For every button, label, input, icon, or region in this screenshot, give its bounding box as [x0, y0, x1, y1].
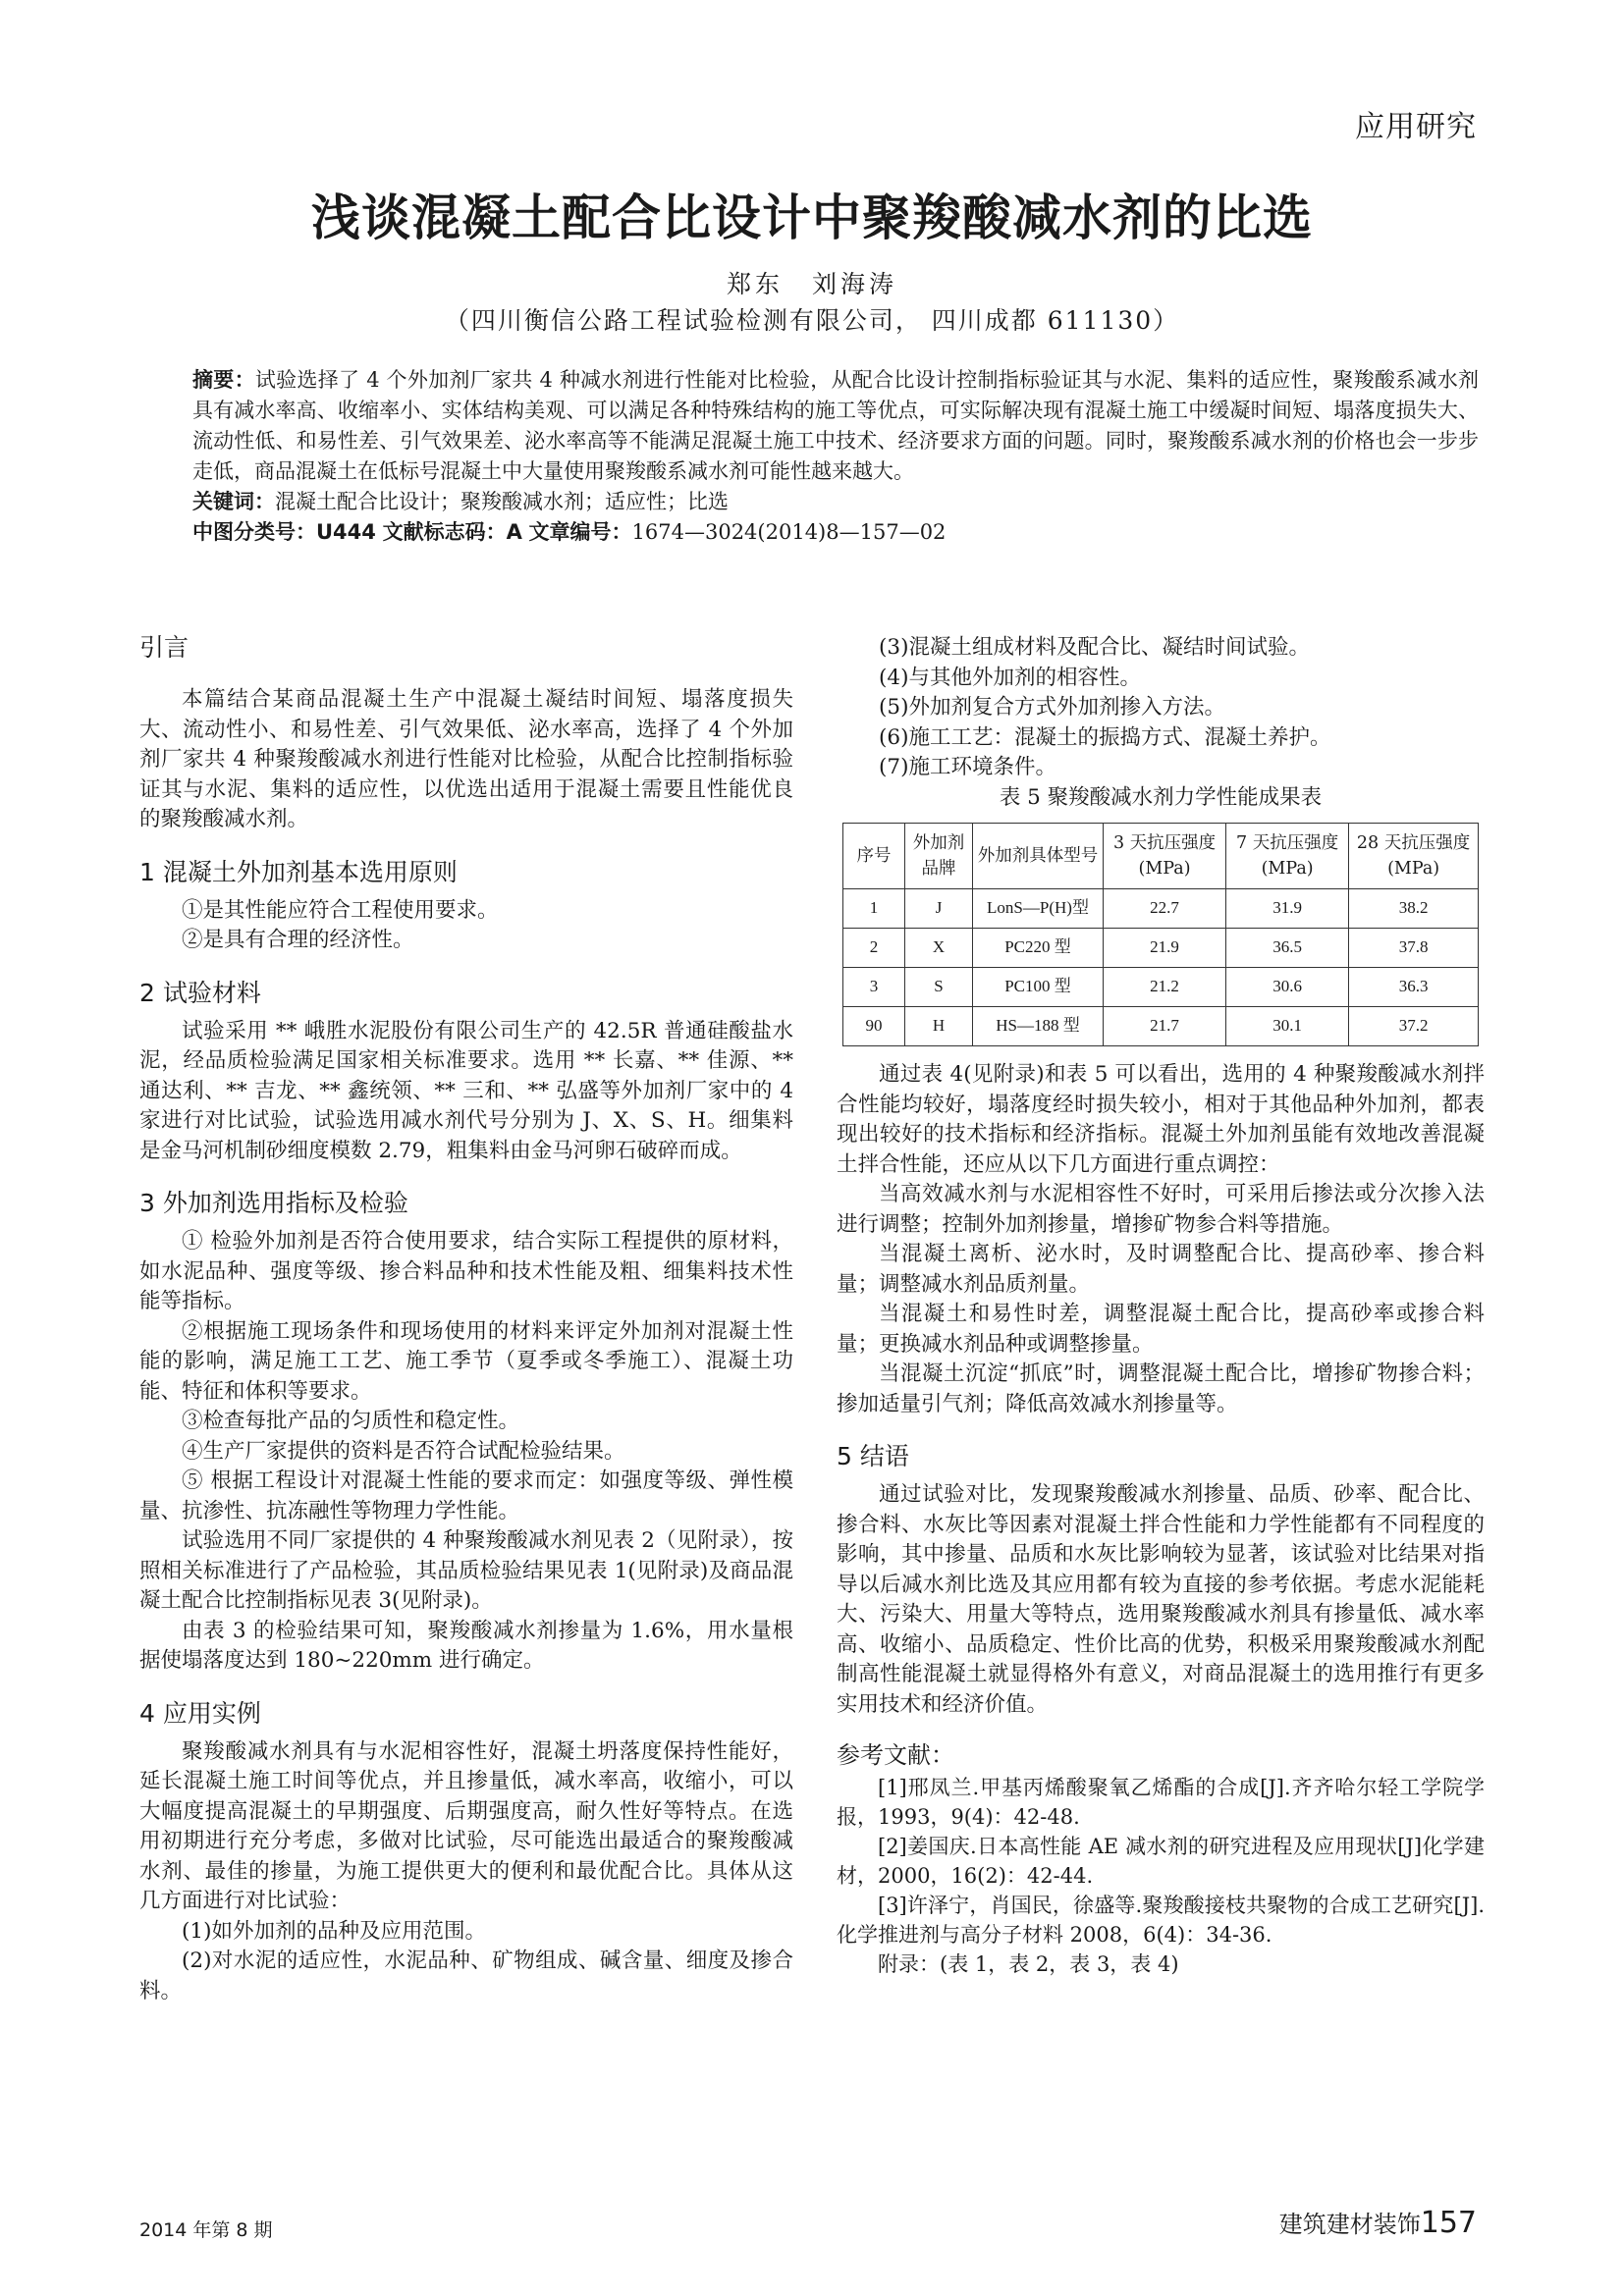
journal-name: 建筑建材装饰 [1278, 2211, 1421, 2238]
table-cell: 30.6 [1226, 968, 1349, 1007]
table-header-cell: 3 天抗压强度(MPa) [1104, 824, 1226, 889]
section-4-heading: 4 应用实例 [139, 1698, 261, 1728]
affiliation: （四川衡信公路工程试验检测有限公司， 四川成都 611130） [444, 306, 1180, 335]
table-cell: 38.2 [1349, 889, 1479, 929]
intro-paragraph: 本篇结合某商品混凝土生产中混凝土凝结时间短、塌落度损失大、流动性小、和易性差、引气效果低、泌水率高，选择了 4 个外加剂厂家共 4 种聚羧酸减水剂进行性能对比检验，从配合比控制指标验证其与水泥、集料的适应性，以优选出适用于混凝土需要且性能优良的聚羧酸减水剂。 [139, 687, 793, 831]
table-cell: 36.5 [1226, 929, 1349, 968]
strength-table [842, 823, 1479, 1046]
keywords [192, 487, 1479, 517]
footer-journal [1279, 2205, 1477, 2240]
table-header-cell: 外加剂品牌 [905, 824, 973, 889]
authors: 郑东 刘海涛 [726, 270, 897, 298]
table-caption: 表 5 聚羧酸减水剂力学性能成果表 [999, 784, 1323, 810]
table-cell: 2 [843, 929, 905, 968]
table-cell: LonS—P(H)型 [973, 889, 1104, 929]
table-cell: H [905, 1007, 973, 1046]
keywords-label: 关键词： [192, 490, 275, 513]
table-cell: PC100 型 [973, 968, 1104, 1007]
section-1-heading: 1 混凝土外加剂基本选用原则 [139, 857, 458, 886]
table-cell: PC220 型 [973, 929, 1104, 968]
left-column [139, 630, 793, 2006]
keywords-text: 混凝土配合比设计；聚羧酸减水剂；适应性；比选 [275, 490, 729, 513]
section-2-paragraph: 试验采用 ** 峨胜水泥股份有限公司生产的 42.5R 普通硅酸盐水泥，经品质检验满足国家相关标准要求。选用 ** 长嘉、** 佳源、** 通达利、** 吉龙、** 鑫统领、** 三和、** 弘盛等外加剂厂家中的 4 家进行对比试验，试验选用减水剂代号分别为 J、X、S、H。细集料是金马河机制砂细度模数 2.79，粗集料由金马河卵石破碎而成。 [139, 1018, 793, 1163]
table-cell: 21.9 [1104, 929, 1226, 968]
page-number: 157 [1420, 2206, 1477, 2240]
list-item: (3)混凝土组成材料及配合比、凝结时间试验。 [879, 635, 1310, 660]
table-cell: 37.2 [1349, 1007, 1479, 1046]
abstract [192, 365, 1479, 487]
references-heading: 参考文献： [837, 1741, 954, 1769]
section-2-heading: 2 试验材料 [139, 978, 261, 1007]
table-cell: 21.7 [1104, 1007, 1226, 1046]
section-3-item: ②根据施工现场条件和现场使用的材料来评定外加剂对混凝土性能的影响，满足施工工艺、施工季节（夏季或冬季施工）、混凝土功能、特征和体积等要求。 [139, 1318, 793, 1404]
abstract-label: 摘要： [192, 368, 255, 392]
table-cell: 21.2 [1104, 968, 1226, 1007]
section-4-item: (2)对水泥的适应性，水泥品种、矿物组成、碱含量、细度及掺合料。 [139, 1949, 793, 2003]
list-item: (6)施工工艺：混凝土的振捣方式、混凝土养护。 [879, 724, 1331, 750]
section-3-heading: 3 外加剂选用指标及检验 [139, 1189, 408, 1217]
table-cell: X [905, 929, 973, 968]
table-header-cell: 序号 [843, 824, 905, 889]
discussion-paragraph: 通过表 4(见附录)和表 5 可以看出，选用的 4 种聚羧酸减水剂拌合性能均较好，塌落度经时损失较小，相对于其他品种外加剂，都表现出较好的技术指标和经济指标。混凝土外加剂虽能有效地改善混凝土拌合性能，还应从以下几方面进行重点调控： [837, 1062, 1485, 1177]
table-header-cell: 28 天抗压强度(MPa) [1349, 824, 1479, 889]
table-header-cell: 7 天抗压强度(MPa) [1226, 824, 1349, 889]
right-column [837, 633, 1485, 1979]
table-cell: HS—188 型 [973, 1007, 1104, 1046]
list-item: (5)外加剂复合方式外加剂掺入方法。 [879, 695, 1225, 720]
table-cell: 22.7 [1104, 889, 1226, 929]
paper-title: 浅谈混凝土配合比设计中聚羧酸减水剂的比选 [311, 188, 1313, 246]
list-item: (4)与其他外加剂的相容性。 [879, 665, 1141, 690]
section-3-paragraph: 试验选用不同厂家提供的 4 种聚羧酸减水剂见表 2（见附录），按照相关标准进行了产品检验，其品质检验结果见表 1(见附录)及商品混凝土配合比控制指标见表 3(见附录)。 [139, 1528, 793, 1613]
doccode-value: A [506, 520, 522, 544]
control-item: 当混凝土离析、泌水时，及时调整配合比、提高砂率、掺合料量；调整减水剂品质剂量。 [837, 1242, 1485, 1297]
table-header-cell: 外加剂具体型号 [973, 824, 1104, 889]
table-cell: 1 [843, 889, 905, 929]
conclusion-paragraph: 通过试验对比，发现聚羧酸减水剂掺量、品质、砂率、配合比、掺合料、水灰比等因素对混凝土拌合性能和力学性能都有不同程度的影响，其中掺量、品质和水灰比影响较为显著，该试验对比结果对指导以后减水剂比选及其应用都有较为直接的参考依据。考虑水泥能耗大、污染大、用量大等特点，选用聚羧酸减水剂具有掺量低、减水率高、收缩小、品质稳定、性价比高的优势，积极采用聚羧酸减水剂配制高性能混凝土就显得格外有意义，对商品混凝土的选用推行有更多实用技术和经济价值。 [837, 1482, 1485, 1717]
table-cell: 30.1 [1226, 1007, 1349, 1046]
section-3-paragraph: 由表 3 的检验结果可知，聚羧酸减水剂掺量为 1.6%，用水量根据使塌落度达到 180~220mm 进行确定。 [139, 1618, 793, 1673]
section-3-item: ④生产厂家提供的资料是否符合试配检验结果。 [182, 1438, 625, 1464]
table-row [843, 889, 1479, 929]
table-row [843, 1007, 1479, 1046]
section-5-heading: 5 结语 [837, 1442, 909, 1470]
table-row [843, 968, 1479, 1007]
section-1-item: ①是其性能应符合工程使用要求。 [182, 897, 499, 923]
articleno-label: 文章编号： [528, 520, 632, 544]
table-cell: 31.9 [1226, 889, 1349, 929]
section-4-item: (1)如外加剂的品种及应用范围。 [182, 1918, 486, 1944]
control-item: 当高效减水剂与水泥相容性不好时，可采用后掺法或分次掺入法进行调整；控制外加剂掺量，增掺矿物参合料等措施。 [837, 1182, 1485, 1237]
appendix-note: 附录：(表 1，表 2，表 3，表 4) [878, 1952, 1179, 1976]
table-cell: 3 [843, 968, 905, 1007]
table-cell: 37.8 [1349, 929, 1479, 968]
abstract-text: 试验选择了 4 个外加剂厂家共 4 种减水剂进行性能对比检验，从配合比设计控制指标验证其与水泥、集料的适应性，聚羧酸系减水剂具有减水率高、收缩率小、实体结构美观、可以满足各种特殊结构的施工等优点，可实际解决现有混凝土施工中缓凝时间短、塌落度损失大、流动性低、和易性差、引气效果差、泌水率高等不能满足混凝土施工中技术、经济要求方面的问题。同时，聚羧酸系减水剂的价格也会一步步走低，商品混凝土在低标号混凝土中大量使用聚羧酸系减水剂可能性越来越大。 [192, 368, 1480, 483]
table-cell: J [905, 889, 973, 929]
section-label: 应用研究 [1355, 110, 1477, 144]
section-1-item: ②是具有合理的经济性。 [182, 928, 414, 952]
articleno-value: 1674—3024(2014)8—157—02 [631, 520, 947, 544]
table-header-row [843, 824, 1479, 889]
table-row [843, 929, 1479, 968]
control-item: 当混凝土沉淀“抓底”时，调整混凝土配合比，增掺矿物掺合料；掺加适量引气剂；降低高效减水剂掺量等。 [837, 1362, 1485, 1416]
abstract-block [192, 365, 1479, 548]
reference-item: [2]姜国庆.日本高性能 AE 减水剂的研究进程及应用现状[J]化学建材，2000，16(2)：42-44. [837, 1835, 1485, 1888]
classification-line [192, 517, 1479, 548]
reference-item: [3]许泽宁，肖国民，徐盛等.聚羧酸接枝共聚物的合成工艺研究[J].化学推进剂与高分子材料 2008，6(4)：34-36. [837, 1894, 1485, 1947]
footer-issue: 2014 年第 8 期 [139, 2219, 273, 2241]
class-label: 中图分类号： [192, 520, 316, 544]
list-item: (7)施工环境条件。 [879, 755, 1056, 779]
section-3-item: ③检查每批产品的匀质性和稳定性。 [182, 1409, 520, 1433]
intro-heading: 引言 [139, 633, 189, 662]
section-3-item: ⑤ 根据工程设计对混凝土性能的要求而定：如强度等级、弹性模量、抗渗性、抗冻融性等物理力学性能。 [139, 1468, 793, 1523]
table-cell: 90 [843, 1007, 905, 1046]
doccode-label: 文献标志码： [382, 520, 507, 544]
table-cell: S [905, 968, 973, 1007]
control-item: 当混凝土和易性时差，调整混凝土配合比，提高砂率或掺合料量；更换减水剂品种或调整掺量。 [837, 1302, 1485, 1357]
section-4-paragraph: 聚羧酸减水剂具有与水泥相容性好，混凝土坍落度保持性能好，延长混凝土施工时间等优点，并且掺量低，减水率高，收缩小，可以大幅度提高混凝土的早期强度、后期强度高，耐久性好等特点。在选用初期进行充分考虑，多做对比试验，尽可能选出最适合的聚羧酸减水剂、最佳的掺量，为施工提供更大的便利和最优配合比。具体从这几方面进行对比试验： [139, 1738, 793, 1913]
class-value: U444 [316, 520, 376, 544]
reference-item: [1]邢凤兰.甲基丙烯酸聚氧乙烯酯的合成[J].齐齐哈尔轻工学院学报，1993，9(4)：42-48. [837, 1776, 1485, 1829]
table-cell: 36.3 [1349, 968, 1479, 1007]
section-3-item: ① 检验外加剂是否符合使用要求，结合实际工程提供的原材料，如水泥品种、强度等级、掺合料品种和技术性能及粗、细集料技术性能等指标。 [139, 1229, 793, 1313]
